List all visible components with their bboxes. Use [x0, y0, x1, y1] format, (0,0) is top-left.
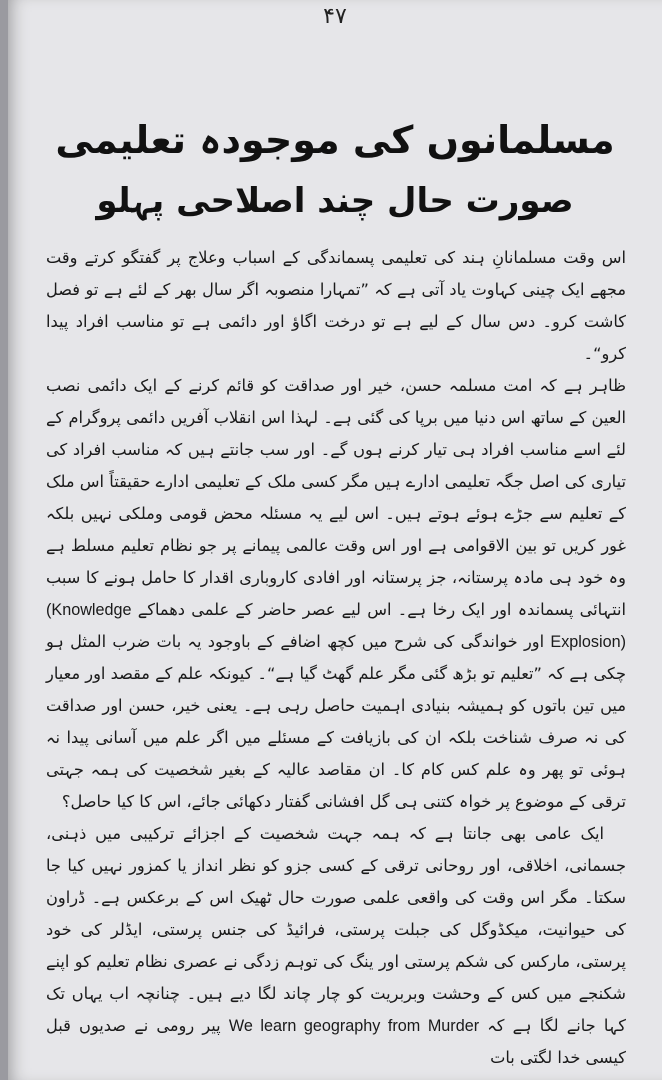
latin-term-knowledge: (Knowledge [46, 601, 132, 619]
paragraph-3-text: ایک عامی بھی جانتا ہے کہ ہمہ جہت شخصیت کے اجزائے ترکیبی میں ذہنی، جسمانی، اخلاقی، اور روحانی ترقی کے کسی جزو کو نظر انداز یا کمزور نہیں کیا جا سکتا۔ مگر اس وقت کی واقعی علمی صورت حال ٹھیک اس کے برعکس ہے۔ ڈراون کی حیوانیت، میکڈوگل کی جبلت پرستی، فرائیڈ کی جنس پرستی، ایڈلر کی خود پرستی، مارکس کی شکم پرستی اور ینگ کی توہم زدگی نے عصری نظام تعلیم کو اپنے شکنجے میں کس کے وحشت وبربریت کو چار چاند لگا دیے ہیں۔ چنانچہ اب یہاں تک کہا جانے لگا ہے کہ [46, 824, 626, 1035]
paragraph-2 [46, 370, 626, 818]
paragraph-1: اس وقت مسلمانانِ ہند کی تعلیمی پسماندگی کے اسباب وعلاج پر گفتگو کرتے وقت مجھے ایک چینی کہاوت یاد آتی ہے کہ ”تمہارا منصوبہ اگر سال بھر کے لئے ہے تو فصل کاشت کرو۔ دس سال کے لیے ہے تو درخت اگاؤ اور دائمی ہے تو مناسب افراد پیدا کرو“۔ [46, 248, 626, 363]
paragraph-3-end: پیر رومی نے صدیوں قبل کیسی خدا لگتی بات [46, 1016, 626, 1067]
latin-quote: We learn geography from Murder [228, 1017, 480, 1035]
paragraph-3 [46, 818, 626, 1074]
body-text [46, 242, 626, 1074]
latin-term-explosion: Explosion) [550, 633, 626, 651]
chapter-title-line-1: مسلمانوں کی موجودہ تعلیمی [55, 118, 615, 162]
paragraph-2-text: ظاہر ہے کہ امت مسلمہ حسن، خیر اور صداقت کو قائم کرنے کے ایک دائمی نصب العین کے ساتھ اس دنیا میں برپا کی گئی ہے۔ لہذا اس انقلاب آفریں دائمی پروگرام کے لئے اسے مناسب افراد ہی تیار کرنے ہوں گے۔ اور سب جانتے ہیں کہ مناسب افراد کی تیاری کی اصل جگہ تعلیمی ادارے ہیں مگر کسی ملک کے تعلیمی ادارے حقیقتاً اس ملک کے تعلیم سے جڑے ہوئے ہوتے ہیں۔ اس لیے یہ مسئلہ محض قومی وملکی نہیں بلکہ غور کریں تو بین الاقوامی ہے اور اس وقت عالمی پیمانے پر جو نظام تعلیم مسلط ہے وہ خود ہی مادہ پرستانہ، جز پرستانہ اور افادی کاروباری اقدار کا حامل ہونے کا سبب انتہائی پسماندہ اور ایک رخا ہے۔ اس لیے عصر حاضر کے علمی دھماکے [46, 376, 626, 619]
book-page [8, 0, 662, 1080]
page-number: ۴۷ [323, 4, 347, 29]
paragraph-2-continuation: اور خواندگی کی شرح میں کچھ اضافے کے باوجود یہ بات ضرب المثل ہو چکی ہے کہ ”تعلیم تو بڑھ گئی مگر علم گھٹ گیا ہے“۔ کیونکہ علم کے مقصد اور معیار میں تین باتوں کو ہمیشہ بنیادی اہمیت حاصل رہی ہے۔ یعنی خیر، حسن اور صداقت کی نہ صرف شناخت بلکہ ان کی بازیافت کے مسئلے میں اگر علم میں آسانی پیدا نہ ہوئی تو پھر وہ علم کس کام کا۔ ان مقاصد عالیہ کے بغیر شخصیت کی ہمہ جہتی ترقی کے موضوع پر خواہ کتنی ہی گل افشانی گفتار دکھائی جائے، اس کا کیا حاصل؟ [46, 632, 626, 811]
chapter-title-line-2: صورت حال چند اصلاحی پہلو [96, 181, 574, 221]
